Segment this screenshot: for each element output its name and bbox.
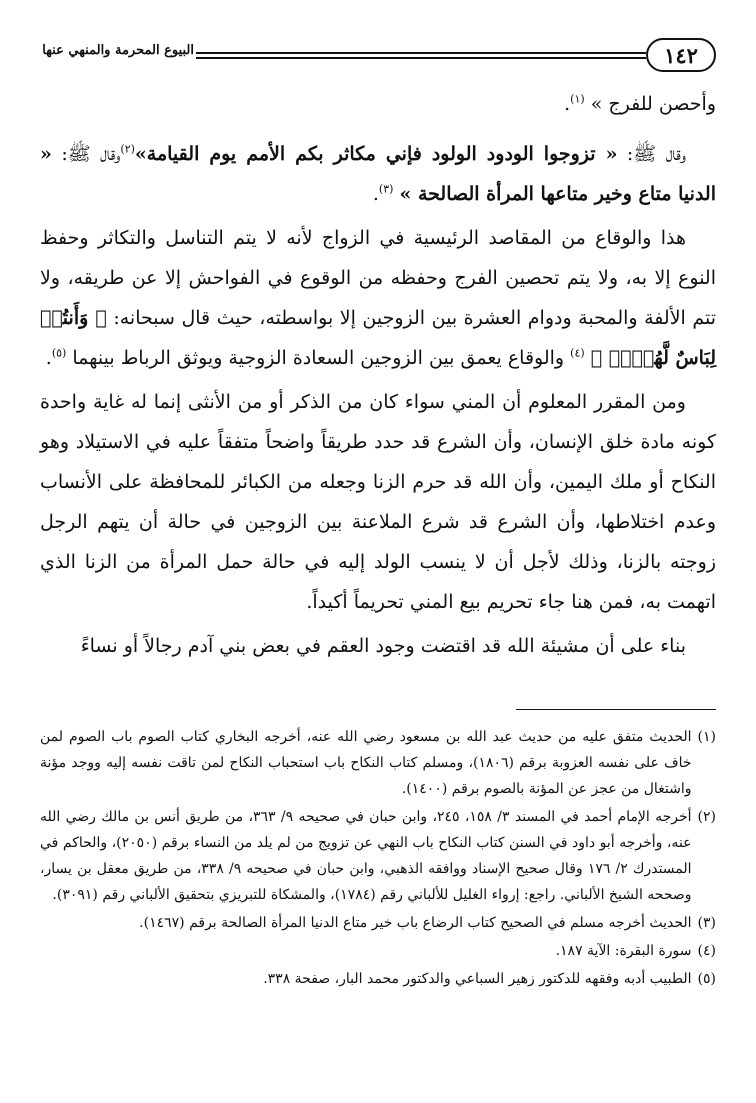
footnote-ref: (٣) [378,182,394,196]
footnotes [40,724,716,994]
footnote-text: الحديث متفق عليه من حديث عبد الله بن مسعود رضي الله عنه، أخرجه البخاري كتاب الصوم باب الصوم لمن خاف على نفسه العزوبة برقم (١٨٠٦)، ومسلم كتاب النكاح باب استحباب النكاح لمن تاقت نفسه إليه ووجد مؤنة واشتغال من عجز عن المؤنة بالصوم برقم (١٤٠٠). [40,729,692,797]
footnote-ref: (٢) [120,142,135,156]
footnote-divider [516,709,716,710]
footnote-ref: (١) [570,92,585,106]
footnote-text: الطبيب أدبه وفقهه للدكتور زهير السباعي والدكتور محمد البار، صفحة ٣٣٨. [263,971,692,987]
running-title: البيوع المحرمة والمنهي عنها [42,43,194,58]
hadith-paragraph: وقال ﷺ: « تزوجوا الودود الولود فإني مكاثر بكم الأمم يوم القيامة»$^{(٢)}$وقال ﷺ: « الدنيا متاع وخير متاعها المرأة الصالحة » $^{(٣)}$. [40,142,716,205]
footnote [40,910,716,936]
footnote-number: (١) [697,729,716,745]
footnote-number: (٥) [697,971,716,987]
paragraph: ومن المقرر المعلوم أن المني سواء كان من الذكر أو من الأنثى إنما له غاية واحدة كونه مادة خلق الإنسان، وأن الشرع قد حدد طريقاً واضحاً متفقاً عليه في الاستيلاد وهو النكاح أو ملك اليمين، وأن الله قد حرم الزنا وجعله من الكبائر للمحافظة على الأنساب وعدم اختلاطها، وأن الشرع قد شرع الملاعنة بين الزوجين في حالة أن يتهم الرجل زوجته بالزنا، وذلك لأجل أن لا ينسب الولد إليه في حالة حمل المرأة من الزنا الذي اتهمت به، فمن هنا جاء تحريم بيع المني تحريماً أكيداً. [40,391,716,613]
header-rule [196,57,646,59]
main-text [40,84,716,666]
page-number: ١٤٢ [664,42,698,68]
footnote-number: (٤) [697,943,716,959]
footnote-number: (٢) [697,809,716,825]
paragraph: هذا والوقاع من المقاصد الرئيسية في الزواج لأنه لا يتم التناسل والتكاثر وحفظ النوع إلا به، ولا يتم تحصين الفرج وحفظه من الوقوع في الفواحش إلا عن طريقه، ولا تتم الألفة والمحبة ودوام العشرة بين الزوجين إلا بواسطته، حيث قال سبحانه: ﴿ وَأَنتُمۡ لِبَاسٌ لَّهُنَّۗ ﴾ $^{(٤)}$ والوقاع يعمق بين الزوجين السعادة الزوجية ويوثق الرباط بينهما $^{(٥)}$. [40,227,717,369]
hadith-quote: « تزوجوا الودود الولود فإني مكاثر بكم الأمم يوم القيامة» [134,143,618,165]
footnote-ref: (٤) [570,346,585,360]
page-header [40,38,716,78]
footnote-number: (٣) [697,915,716,931]
footnote [40,724,716,802]
header-rule [196,52,646,54]
footnote-text: الحديث أخرجه مسلم في الصحيح كتاب الرضاع باب خير متاع الدنيا المرأة الصالحة برقم (١٤٦٧). [139,915,692,931]
page-number-badge [646,38,716,72]
footnote-text: سورة البقرة: الآية ١٨٧. [555,943,692,959]
paragraph: بناء على أن مشيئة الله قد اقتضت وجود العقم في بعض بني آدم رجالاً أو نساءً [80,635,686,657]
hadith-quote: « الدنيا متاع وخير متاعها المرأة الصالحة » [40,143,716,205]
footnote-text: أخرجه الإمام أحمد في المسند ٣/ ١٥٨، ٢٤٥، وابن حبان في صحيحه ٩/ ٣٦٣، من طريق أنس بن مالك رضي الله عنه، وأخرجه أبو داود في السنن كتاب النكاح باب النهي عن تزويج من لم يلد من النساء برقم (٢٠٥٠)، والحاكم في المستدرك ٢/ ١٧٦ وقال صحيح الإسناد ووافقه الذهبي، وابن حبان في صحيحه ٩/ ٣٣٨، من طريق معقل بن يسار، وصححه الشيخ الألباني. راجع: إرواء الغليل للألباني رقم (١٧٨٤)، والمشكاة للتبريزي بتحقيق الألباني رقم (٣٠٩١). [40,809,692,903]
footnote [40,966,716,992]
footnote [40,938,716,964]
footnote [40,804,716,908]
quran-verse: ﴿ وَأَنتُمۡ لِبَاسٌ لَّهُنَّۗ ﴾ [40,307,716,369]
footnote-ref: (٥) [51,346,67,360]
text-line: وأحصن للفرج » $^{(١)}$. [564,92,716,115]
